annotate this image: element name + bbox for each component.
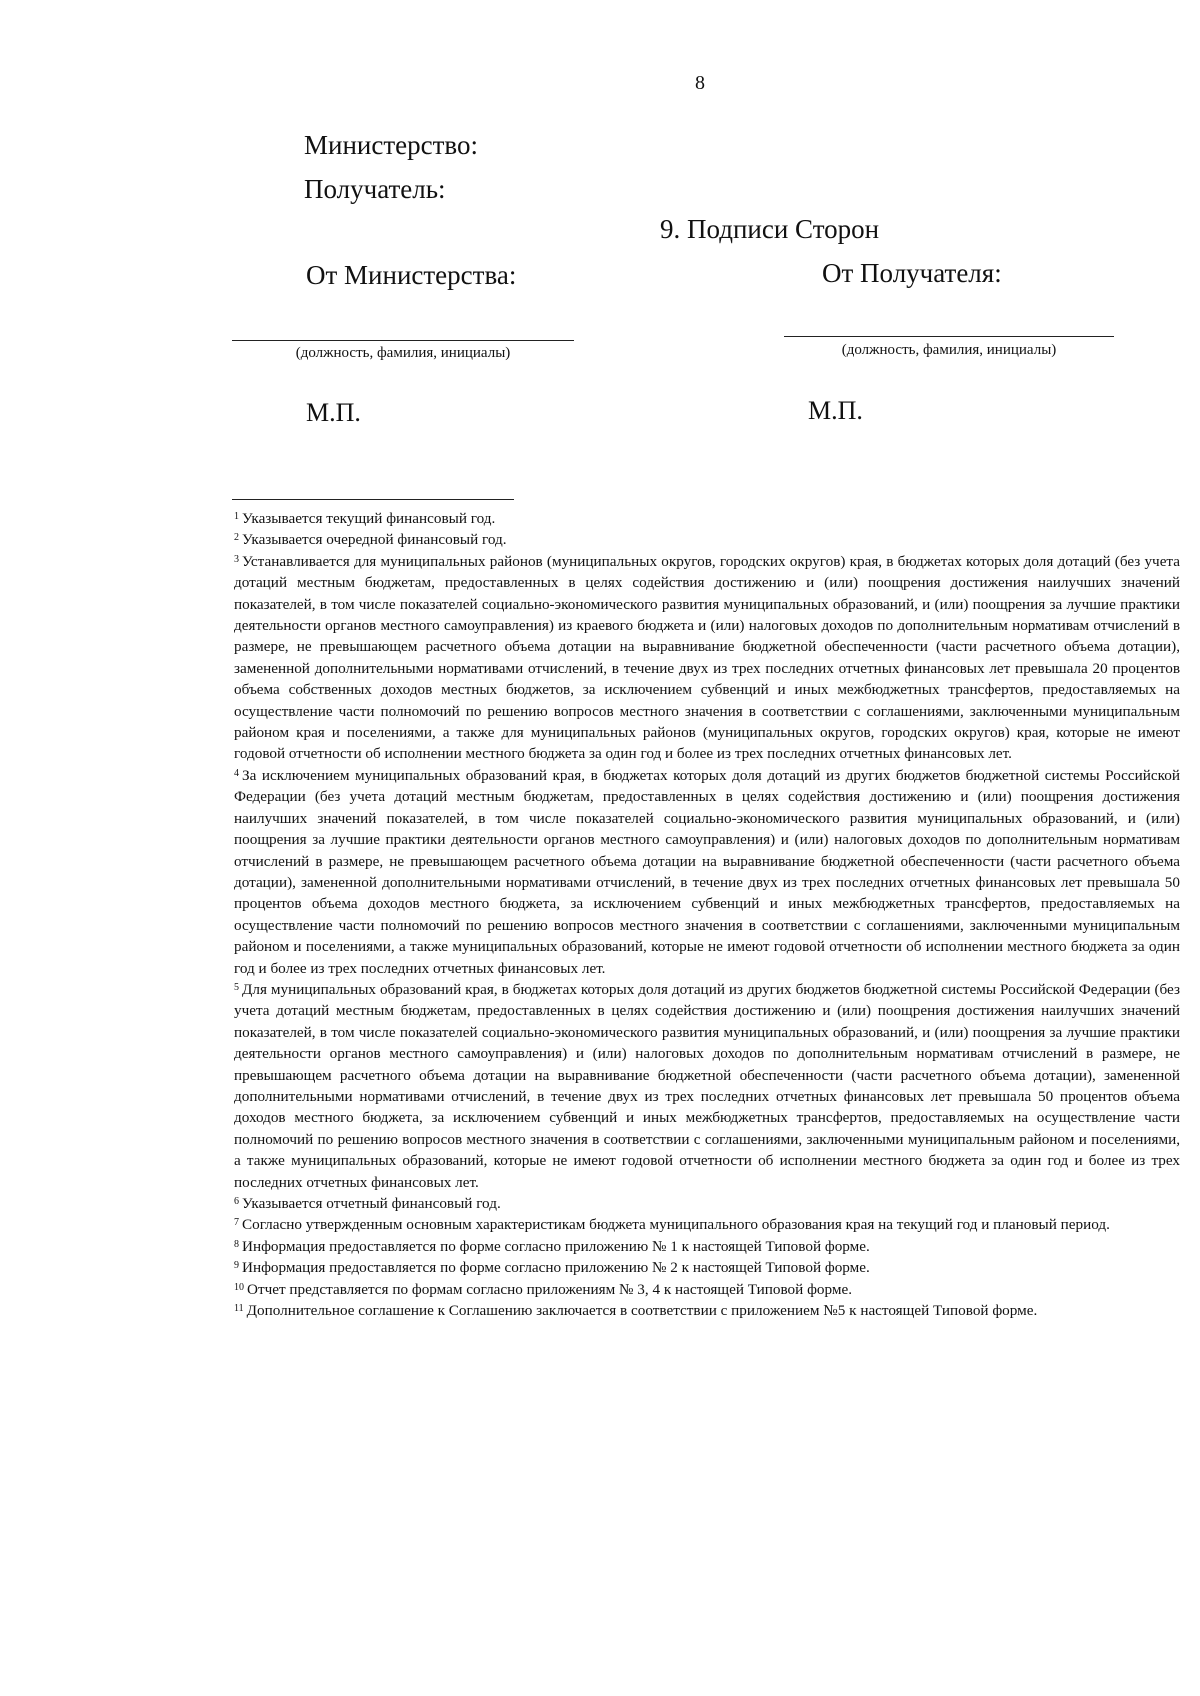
footnote-10 (234, 1279, 1180, 1300)
footnote-4 (234, 765, 1180, 979)
footnote-mark: 9 (234, 1260, 239, 1272)
footnote-9 (234, 1257, 1180, 1278)
footnote-mark: 5 (234, 981, 239, 993)
left-party-heading: От Министерства: (306, 260, 517, 290)
footnote-mark: 6 (234, 1196, 239, 1207)
footnote-text: Отчет представляется по формам согласно приложениям № 3, 4 к настоящей Типовой форме. (247, 1280, 853, 1298)
footnotes (234, 508, 1180, 1321)
footnote-mark: 10 (234, 1281, 244, 1293)
footnote-mark: 11 (234, 1303, 244, 1315)
footnote-mark: 7 (234, 1217, 239, 1229)
page-number: 8 (695, 72, 705, 94)
footnote-text: Указывается очередной финансовый год. (242, 531, 507, 549)
footnote-text: Для муниципальных образований края, в бюджетах которых доля дотаций из других бюджетов бюджетной системы Российской Федерации (без учета дотаций местным бюджетам, предоставленных в целях содействия достижению и (или) поощрения достижения наилучших значений показателей, в том числе показателей социально-экономического развития муниципальных образований, и (или) поощрения за лучшие практики деятельности органов местного самоуправления) и (или) налоговых доходов по дополнительным нормативам отчислений в размере, не превышающем расчетного объема дотации на выравнивание бюджетной обеспеченности (части расчетного объема дотации), замененной дополнительными нормативами отчислений, в течение двух из трех последних отчетных финансовых лет превышала 50 процентов объема доходов местного бюджета, за исключением субвенций и иных межбюджетных трансфертов, предоставляемых на осуществление части полномочий по решению вопросов местного значения в соответствии с соглашениями, заключенными муниципальным районом и поселениями, а также муниципальных образований, которые не имеют годовой отчетности об исполнении местного бюджета за один год и более из трех последних отчетных финансовых лет. (234, 980, 1180, 1191)
footnote-6 (234, 1193, 1180, 1214)
footnote-mark: 4 (234, 767, 239, 779)
right-signature-line (784, 336, 1114, 337)
footnote-text: Указывается текущий финансовый год. (242, 510, 496, 527)
left-signature-caption: (должность, фамилия, инициалы) (295, 345, 511, 361)
footnote-text: Дополнительное соглашение к Соглашению заключается в соответствии с приложением №5 к настоящей Типовой форме. (246, 1302, 1038, 1320)
right-party-heading: От Получателя: (822, 258, 1002, 288)
footnote-separator (232, 499, 514, 500)
footnote-7 (234, 1214, 1180, 1235)
footnote-mark: 8 (234, 1238, 239, 1250)
footnote-mark: 2 (234, 532, 239, 544)
footnote-11 (234, 1300, 1180, 1321)
footnote-text: Указывается отчетный финансовый год. (242, 1195, 501, 1212)
footnote-2 (234, 529, 1180, 550)
footnote-3 (234, 551, 1180, 765)
footnote-text: Информация предоставляется по форме согласно приложению № 2 к настоящей Типовой форме. (242, 1259, 870, 1277)
footnote-text: Устанавливается для муниципальных районов (муниципальных округов, городских округов) края, в бюджетах которых доля дотаций (без учета дотаций местным бюджетам, предоставленных в целях содействия достижению и (или) поощрения достижения наилучших значений показателей, в том числе показателей социально-экономического развития муниципальных образований, и (или) поощрения за лучшие практики деятельности органов местного самоуправления) из краевого бюджета и (или) налоговых доходов по дополнительным нормативам отчислений в размере, не превышающем расчетного объема дотации на выравнивание бюджетной обеспеченности (части расчетного объема дотации), замененной дополнительными нормативами отчислений, в течение двух из трех последних отчетных финансовых лет превышала 20 процентов объема собственных доходов местных бюджетов, за исключением субвенций и иных межбюджетных трансфертов, предоставляемых на осуществление части полномочий по решению вопросов местного значения в соответствии с соглашениями, заключенными муниципальным районом края и поселениями, а также для муниципальных районов (муниципальных округов, городских округов) края, которые не имеют годовой отчетности об исполнении местного бюджета за один год и более из трех последних отчетных финансовых лет. (234, 552, 1180, 763)
right-signature-caption: (должность, фамилия, инициалы) (841, 342, 1057, 358)
footnote-8 (234, 1236, 1180, 1257)
footnote-text: За исключением муниципальных образований края, в бюджетах которых доля дотаций из других бюджетов бюджетной системы Российской Федерации (без учета дотаций местным бюджетам, предоставленных в целях содействия достижению и (или) поощрения достижения наилучших значений показателей, в том числе показателей социально-экономического развития муниципальных образований, и (или) поощрения за лучшие практики деятельности органов местного самоуправления) и (или) налоговых доходов по дополнительным нормативам отчислений в размере, не превышающем расчетного объема дотации на выравнивание бюджетной обеспеченности (части расчетного объема дотации), замененной дополнительными нормативами отчислений, в течение двух из трех последних отчетных финансовых лет превышала 50 процентов объема доходов местного бюджета, за исключением субвенций и иных межбюджетных трансфертов, предоставляемых на осуществление части полномочий по решению вопросов местного значения в соответствии с соглашениями, заключенными муниципальным районом и поселениями, а также муниципальных образований, которые не имеют годовой отчетности об исполнении местного бюджета за один год и более из трех последних отчетных финансовых лет. (234, 766, 1180, 977)
left-stamp-mark: М.П. (306, 398, 361, 427)
signatures-title: 9. Подписи Сторон (660, 214, 880, 244)
left-signature-line (232, 340, 574, 341)
footnote-mark: 3 (234, 553, 239, 565)
right-stamp-mark: М.П. (808, 396, 863, 425)
ministry-label: Министерство: (304, 130, 478, 160)
footnote-1 (234, 508, 1180, 529)
recipient-label: Получатель: (304, 174, 446, 204)
footnote-text: Информация предоставляется по форме согласно приложению № 1 к настоящей Типовой форме. (242, 1237, 870, 1255)
footnote-5 (234, 979, 1180, 1193)
footnote-mark: 1 (234, 511, 239, 522)
footnote-text: Согласно утвержденным основным характеристикам бюджета муниципального образования края на текущий год и плановый период. (242, 1216, 1110, 1234)
